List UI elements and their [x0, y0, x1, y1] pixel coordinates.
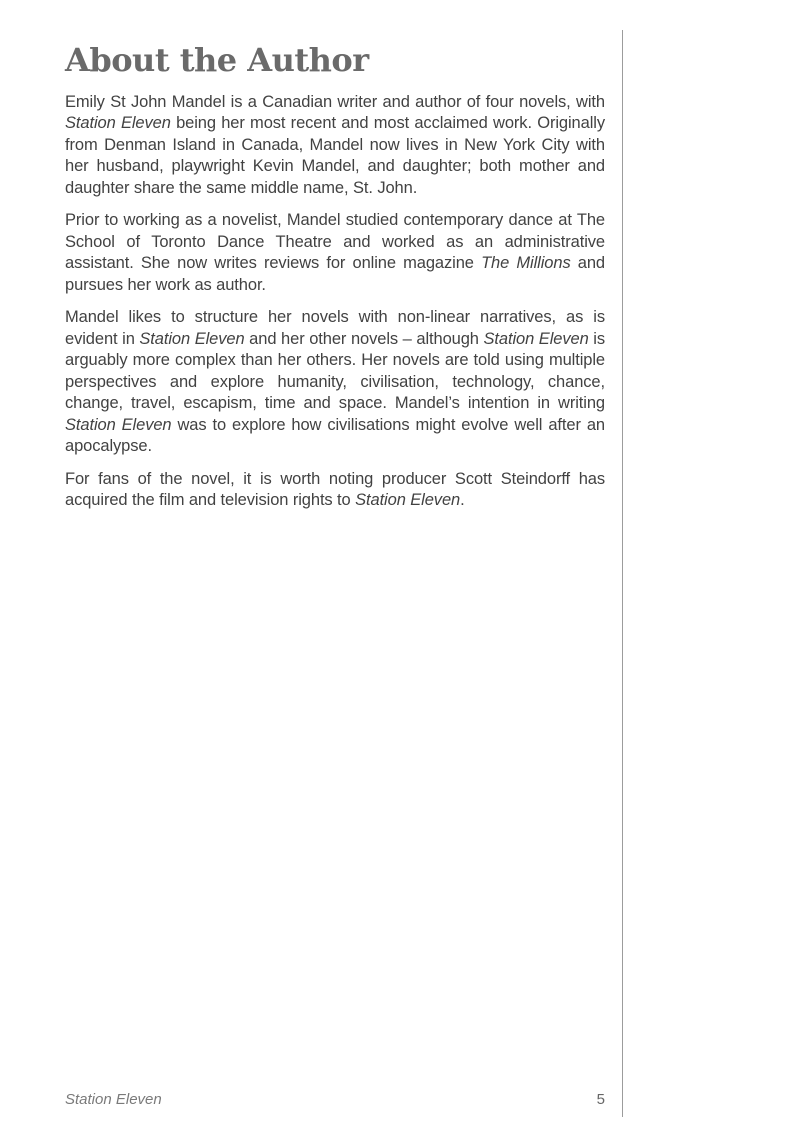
page-title: About the Author — [65, 41, 369, 79]
paragraph-writing-style: Mandel likes to structure her novels with non-linear narratives, as is evident in Station Eleven and her other novels – although Station Eleven is arguably more complex than her others. Her novels are told using multiple perspectives and explore humanity, civilisation, technology, chance, change, travel, escapism, time and space. Mandel’s intention in writing Station Eleven was to explore how civilisations might evolve well after an apocalypse. — [65, 308, 605, 456]
article-content — [65, 42, 605, 523]
footer-book-title: Station Eleven — [65, 1091, 162, 1108]
right-margin-rule — [622, 30, 623, 1117]
page-footer — [65, 1091, 605, 1108]
paragraph-author-intro: Emily St John Mandel is a Canadian writer and author of four novels, with Station Eleven being her most recent and most acclaimed work. Originally from Denman Island in Canada, Mandel now lives in New York City with her husband, playwright Kevin Mandel, and daughter; both mother and daughter share the same middle name, St. John. — [65, 92, 605, 197]
paragraph-career-background: Prior to working as a novelist, Mandel studied contemporary dance at The School of Toronto Dance Theatre and worked as an administrative assistant. She now writes reviews for online magazine The Millions and pursues her work as author. — [65, 211, 606, 294]
paragraph-film-rights: For fans of the novel, it is worth noting producer Scott Steindorff has acquired the film and television rights to Station Eleven. — [65, 469, 605, 510]
footer-page-number: 5 — [596, 1091, 605, 1108]
